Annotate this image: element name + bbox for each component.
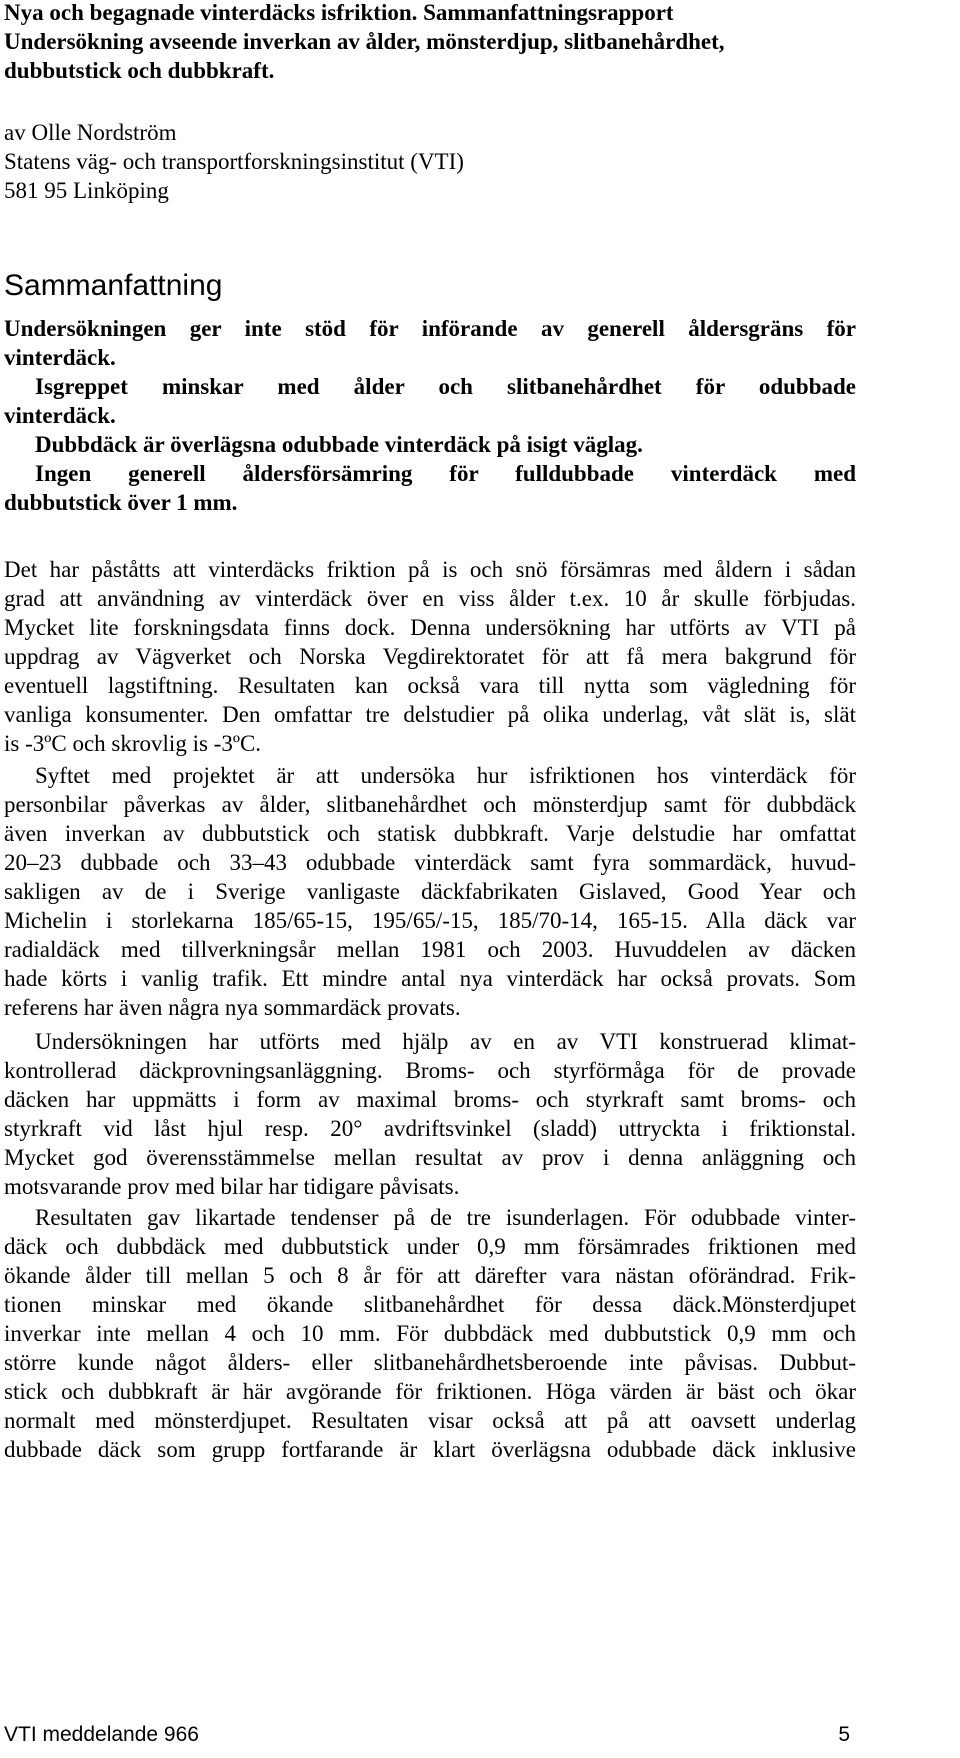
paragraph-line: eventuell lagstiftning. Resultaten kan också vara till nytta som vägledning för	[4, 673, 856, 698]
document-title	[4, 0, 860, 85]
section-heading: Sammanfattning	[4, 269, 223, 302]
summary-point-line: dubbutstick över 1 mm.	[4, 490, 238, 515]
paragraph-line: referens har även några nya sommardäck provats.	[4, 995, 461, 1020]
body-paragraph	[4, 761, 856, 1022]
author-line: 581 95 Linköping	[4, 178, 169, 203]
footer-publication: VTI meddelande 966	[4, 1723, 199, 1746]
paragraph-line: Det har påståtts att vinterdäcks friktion på is och snö försämras med åldern i sådan	[4, 557, 856, 582]
paragraph-line: även inverkan av dubbutstick och statisk dubbkraft. Varje delstudie har omfattat	[4, 821, 856, 846]
paragraph-line: Michelin i storlekarna 185/65-15, 195/65/-15, 185/70-14, 165-15. Alla däck var	[4, 908, 856, 933]
summary-point-line: vinterdäck.	[4, 345, 116, 370]
page-number: 5	[838, 1723, 850, 1746]
body-paragraph	[4, 555, 856, 758]
author-line: av Olle Nordström	[4, 120, 177, 145]
summary-point-line: Isgreppet minskar med ålder och slitbanehårdhet för odubbade	[35, 374, 856, 399]
paragraph-line: radialdäck med tillverkningsår mellan 1981 och 2003. Huvuddelen av däcken	[4, 937, 856, 962]
paragraph-line: vanliga konsumenter. Den omfattar tre delstudier på olika underlag, våt slät is, slät	[4, 702, 856, 727]
paragraph-line: däcken har uppmätts i form av maximal broms- och styrkraft samt broms- och	[4, 1087, 856, 1112]
paragraph-line: dubbade däck som grupp fortfarande är klart överlägsna odubbade däck inklusive	[4, 1437, 856, 1462]
paragraph-line: hade körts i vanlig trafik. Ett mindre antal nya vinterdäck har också provats. Som	[4, 966, 856, 991]
paragraph-line: kontrollerad däckprovningsanläggning. Broms- och styrförmåga för de provade	[4, 1058, 856, 1083]
paragraph-line: sakligen av de i Sverige vanligaste däckfabrikaten Gislaved, Good Year och	[4, 879, 856, 904]
title-line: dubbutstick och dubbkraft.	[4, 58, 275, 83]
paragraph-line: is -3ºC och skrovlig is -3ºC.	[4, 731, 262, 756]
paragraph-line: tionen minskar med ökande slitbanehårdhet för dessa däck.Mönsterdjupet	[4, 1292, 856, 1317]
summary-point-line: Dubbdäck är överlägsna odubbade vinterdäck på isigt väglag.	[35, 432, 643, 457]
summary-point-line: Ingen generell åldersförsämring för fulldubbade vinterdäck med	[35, 461, 856, 486]
title-line: Undersökning avseende inverkan av ålder, mönsterdjup, slitbanehårdhet,	[4, 29, 725, 54]
paragraph-line: grad att användning av vinterdäck över en viss ålder t.ex. 10 år skulle förbjudas.	[4, 586, 856, 611]
paragraph-line: 20–23 dubbade och 33–43 odubbade vinterdäck samt fyra sommardäck, huvud-	[4, 850, 856, 875]
author-block	[4, 118, 860, 205]
paragraph-line: större kunde något ålders- eller slitbanehårdhetsberoende inte påvisas. Dubbut-	[4, 1350, 856, 1375]
paragraph-line: styrkraft vid låst hjul resp. 20° avdriftsvinkel (sladd) uttryckta i friktionstal.	[4, 1116, 856, 1141]
summary-points	[4, 372, 856, 430]
summary-points	[4, 314, 856, 372]
paragraph-line: stick och dubbkraft är här avgörande för friktionen. Höga värden är bäst och ökar	[4, 1379, 856, 1404]
author-line: Statens väg- och transportforskningsinstitut (VTI)	[4, 149, 464, 174]
paragraph-line: normalt med mönsterdjupet. Resultaten visar också att på att oavsett underlag	[4, 1408, 856, 1433]
paragraph-line: ökande ålder till mellan 5 och 8 år för att därefter vara nästan oförändrad. Frik-	[4, 1263, 856, 1288]
summary-point-line: Undersökningen ger inte stöd för införande av generell åldersgräns för	[4, 316, 856, 341]
body-paragraph	[4, 1027, 856, 1201]
summary-points	[4, 430, 856, 459]
paragraph-line: Mycket god överensstämmelse mellan resultat av prov i denna anläggning och	[4, 1145, 856, 1170]
summary-points	[4, 459, 856, 517]
paragraph-line: inverkar inte mellan 4 och 10 mm. För dubbdäck med dubbutstick 0,9 mm och	[4, 1321, 856, 1346]
paragraph-line: Resultaten gav likartade tendenser på de tre isunderlagen. För odubbade vinter-	[35, 1205, 856, 1230]
summary-point-line: vinterdäck.	[4, 403, 116, 428]
paragraph-line: Mycket lite forskningsdata finns dock. Denna undersökning har utförts av VTI på	[4, 615, 856, 640]
body-paragraph	[4, 1203, 856, 1464]
paragraph-line: Syftet med projektet är att undersöka hur isfriktionen hos vinterdäck för	[35, 763, 856, 788]
paragraph-line: uppdrag av Vägverket och Norska Vegdirektoratet för att få mera bakgrund för	[4, 644, 856, 669]
title-line: Nya och begagnade vinterdäcks isfriktion. Sammanfattningsrapport	[4, 0, 674, 25]
paragraph-line: motsvarande prov med bilar har tidigare påvisats.	[4, 1174, 460, 1199]
paragraph-line: däck och dubbdäck med dubbutstick under 0,9 mm försämrades friktionen med	[4, 1234, 856, 1259]
paragraph-line: Undersökningen har utförts med hjälp av en av VTI konstruerad klimat-	[35, 1029, 856, 1054]
paragraph-line: personbilar påverkas av ålder, slitbanehårdhet och mönsterdjup samt för dubbdäck	[4, 792, 856, 817]
